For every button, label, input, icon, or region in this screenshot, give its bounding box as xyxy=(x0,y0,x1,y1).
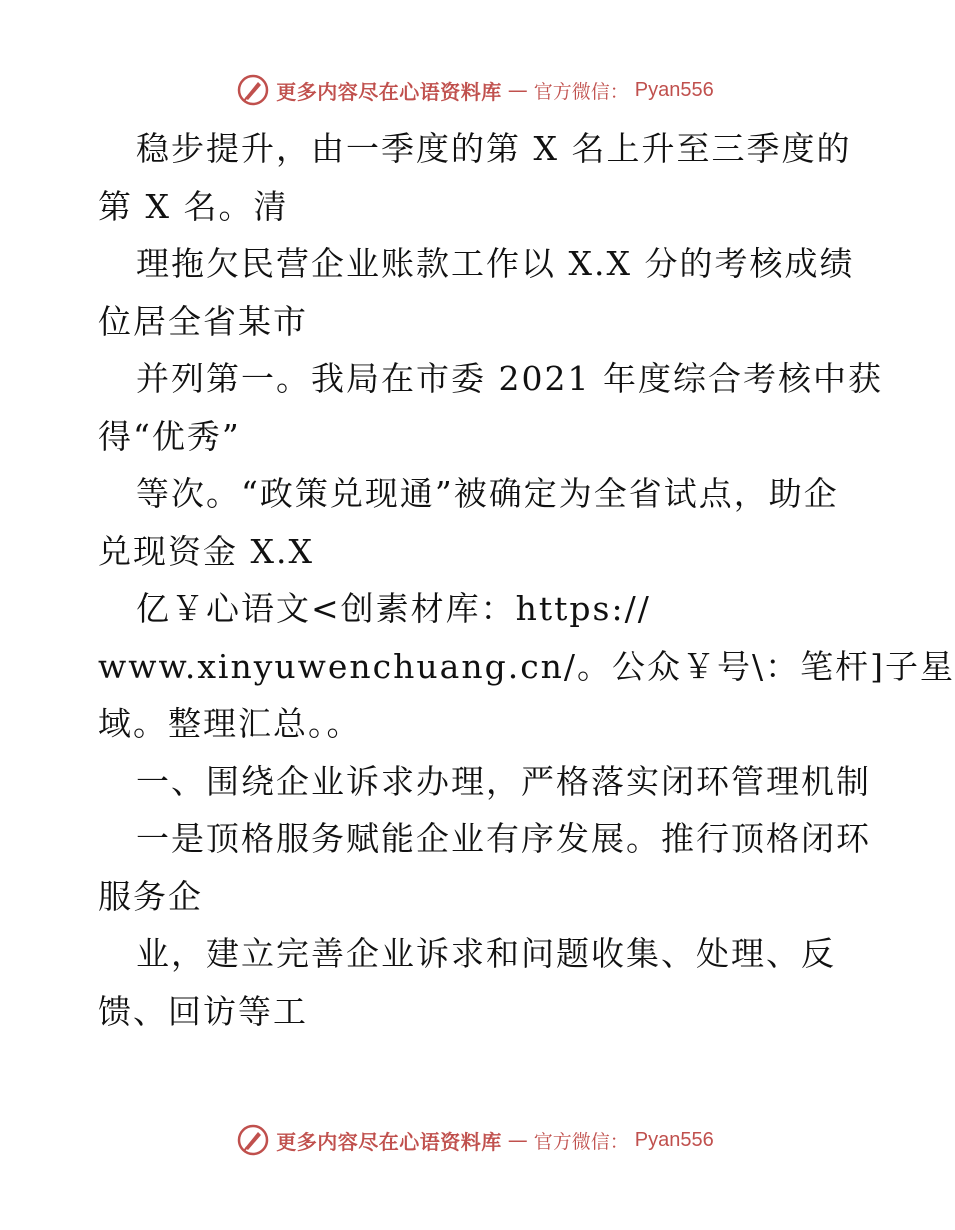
watermark-id: Pyan556 xyxy=(634,1128,714,1151)
watermark-label: 官方微信： xyxy=(533,80,629,103)
body-line: 服务企 xyxy=(98,876,203,916)
header-watermark xyxy=(0,70,950,110)
watermark-label: 官方微信： xyxy=(533,1130,629,1153)
watermark-text: 更多内容尽在心语资料库 xyxy=(276,79,502,104)
body-line: 并列第一。我局在市委 2021 年度综合考核中获 xyxy=(136,359,883,398)
body-line: www.xinyuwenchuang.cn/。公众￥号\：笔杆]子星 xyxy=(98,646,955,686)
watermark-text: 更多内容尽在心语资料库 xyxy=(276,1129,502,1154)
body-line: 兑现资金 X.X xyxy=(98,531,314,571)
body-line: 域。整理汇总。。 xyxy=(98,704,362,743)
section-heading: 一、围绕企业诉求办理，严格落实闭环管理机制 xyxy=(136,761,871,801)
footer-watermark xyxy=(0,1120,950,1160)
document-body xyxy=(98,120,955,1040)
watermark-separator: — xyxy=(507,1128,528,1152)
quill-pen-icon xyxy=(236,73,270,107)
body-line: 等次。“政策兑现通”被确定为全省试点，助企 xyxy=(136,474,839,513)
body-line: 位居全省某市 xyxy=(98,301,308,341)
body-line: 亿￥心语文<创素材库：https:// xyxy=(136,589,651,628)
body-line: 理拖欠民营企业账款工作以 X.X 分的考核成绩 xyxy=(136,244,855,283)
body-line: 馈、回访等工 xyxy=(98,991,308,1031)
body-line: 第 X 名。清 xyxy=(98,186,289,226)
body-line: 稳步提升，由一季度的第 X 名上升至三季度的 xyxy=(136,129,852,168)
body-line: 得“优秀” xyxy=(98,416,241,456)
body-line: 一是顶格服务赋能企业有序发展。推行顶格闭环 xyxy=(136,819,871,858)
quill-pen-icon xyxy=(236,1123,270,1157)
watermark-id: Pyan556 xyxy=(634,78,714,101)
watermark-separator: — xyxy=(507,78,528,102)
body-line: 业，建立完善企业诉求和问题收集、处理、反 xyxy=(136,934,836,973)
